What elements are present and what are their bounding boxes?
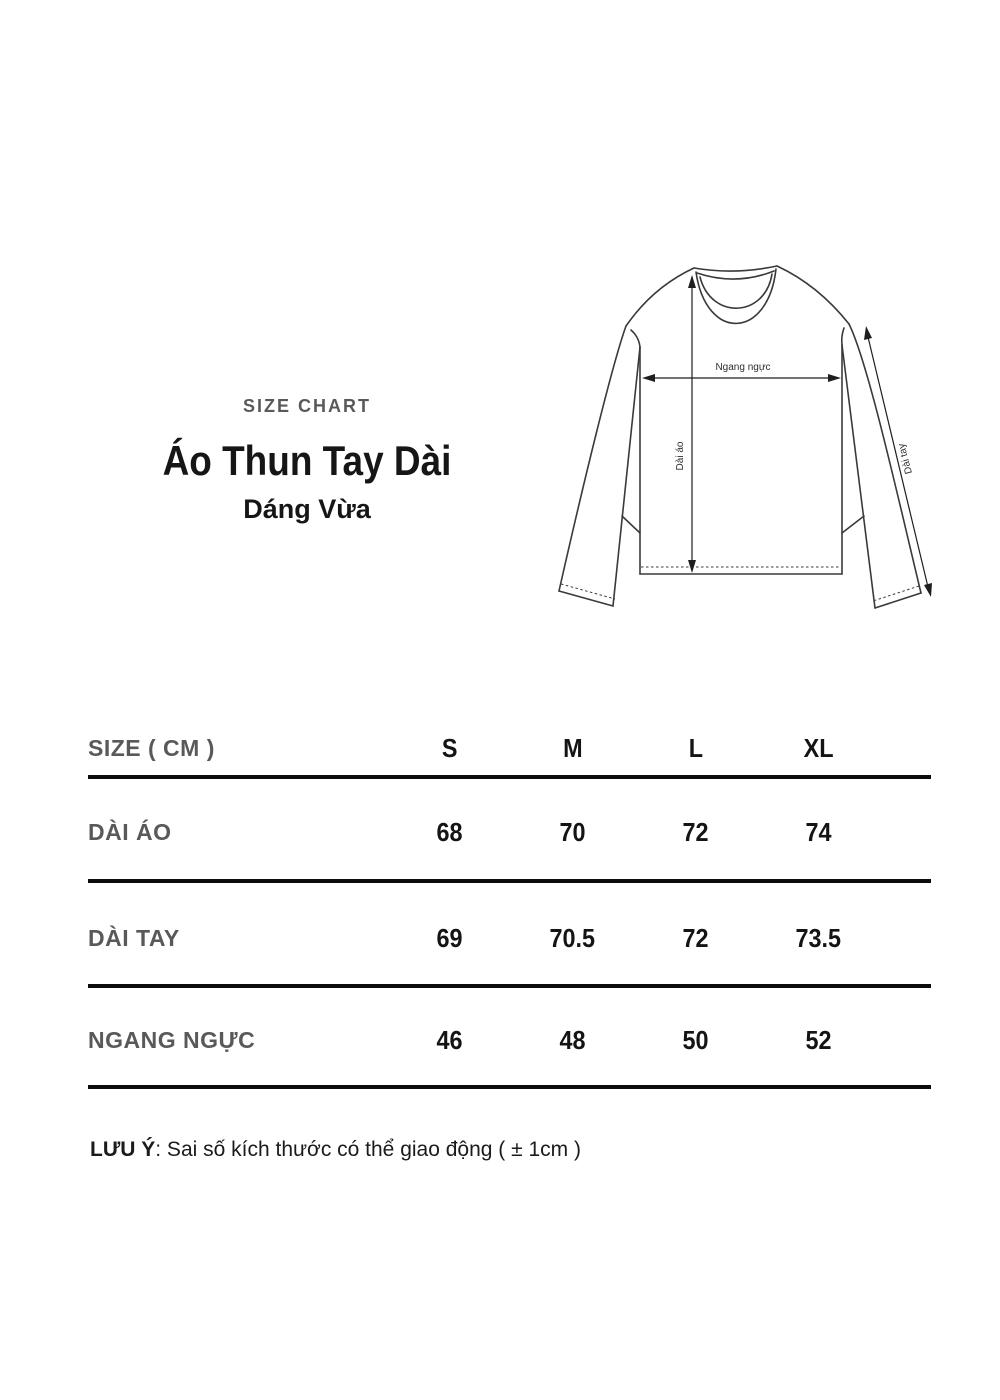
value-l: 72 [682, 922, 709, 953]
note-text: : Sai số kích thước có thể giao động ( ± 1cm ) [155, 1138, 581, 1161]
value-s: 68 [436, 816, 463, 847]
tolerance-note [90, 1138, 581, 1162]
section-label: SIZE CHART [243, 396, 371, 416]
column-header-s: S [441, 732, 458, 763]
shirt-diagram [530, 230, 970, 630]
row-label: DÀI ÁO [88, 818, 172, 845]
row-label: NGANG NGỰC [88, 1026, 256, 1053]
chest-dimension-label: Ngang ngực [715, 362, 771, 373]
table-row-shirt-length [88, 814, 880, 850]
value-l: 50 [682, 1024, 709, 1055]
column-header-l: L [688, 732, 703, 763]
table-rule [88, 1085, 931, 1089]
value-xl: 73.5 [795, 922, 842, 953]
row-label: DÀI TAY [88, 924, 180, 951]
table-rule [88, 984, 931, 988]
value-xl: 52 [805, 1024, 832, 1055]
column-header-xl: XL [803, 732, 834, 763]
shirt-outline [559, 266, 921, 608]
arrowheads [642, 275, 932, 597]
product-title: Áo Thun Tay Dài [162, 437, 452, 484]
table-row-sleeve-length [88, 920, 880, 956]
value-s: 69 [436, 922, 463, 953]
value-xl: 74 [805, 816, 832, 847]
column-header-m: M [562, 732, 583, 763]
table-rule [88, 879, 931, 883]
value-l: 72 [682, 816, 709, 847]
table-rule [88, 775, 931, 779]
value-s: 46 [436, 1024, 463, 1055]
table-row-chest-width [88, 1022, 880, 1058]
note-prefix: LƯU Ý [90, 1138, 156, 1161]
length-dimension-label: Dài áo [675, 441, 686, 471]
sleeve-dimension-label: Dài tay [896, 442, 915, 476]
dimension-lines [650, 287, 928, 587]
value-m: 48 [559, 1024, 586, 1055]
size-unit-header: SIZE ( CM ) [88, 734, 215, 761]
value-m: 70.5 [549, 922, 596, 953]
value-m: 70 [559, 816, 586, 847]
fit-subtitle: Dáng Vừa [243, 494, 371, 524]
table-header-row [88, 730, 880, 766]
